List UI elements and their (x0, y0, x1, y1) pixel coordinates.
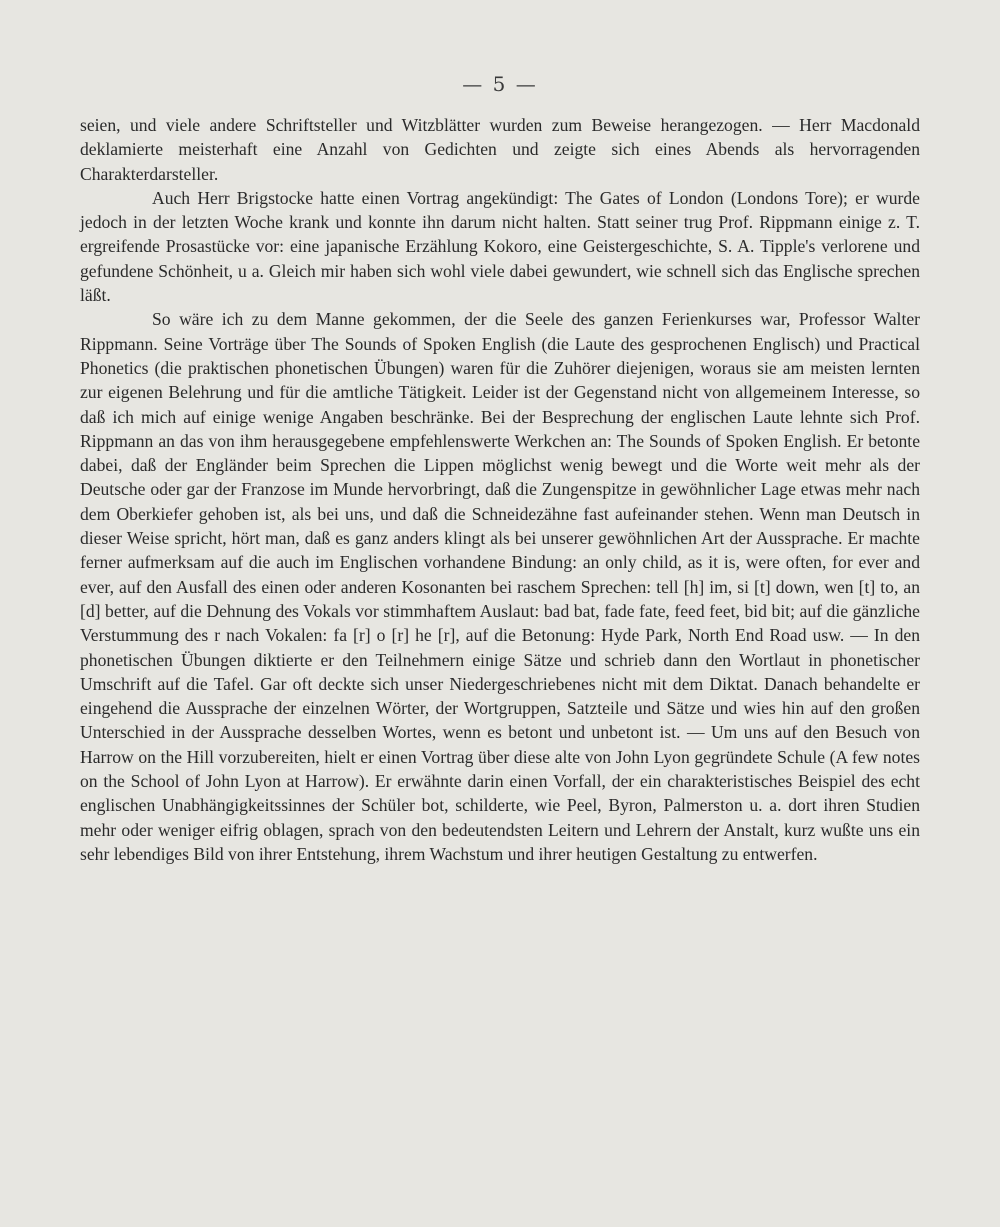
paragraph-2: Auch Herr Brigstocke hatte einen Vortrag angekündigt: The Gates of London (Londons Tore); er wurde jedoch in der letzten Woche krank und konnte ihn darum nicht halten. Statt seiner trug Prof. Rippmann einige z. T. ergreifende Prosastücke vor: eine japanische Erzählung Kokoro, eine Geistergeschichte, S. A. Tipple's verlorene und gefundene Schönheit, u a. Gleich mir haben sich wohl viele dabei gewundert, wie schnell sich das Englische sprechen läßt. (80, 187, 920, 306)
paragraph-3: So wäre ich zu dem Manne gekommen, der die Seele des ganzen Ferienkurses war, Professor Walter Rippmann. Seine Vorträge über The Sounds of Spoken English (die Laute des gesprochenen Englisch) und Practical Phonetics (die praktischen phonetischen Übungen) waren für die Zuhörer diejenigen, woraus sie am meisten lernten zur eigenen Belehrung und für die amtliche Tätigkeit. Leider ist der Gegenstand nicht von allgemeinem Interesse, so daß ich mich auf einige wenige Angaben beschränke. Bei der Besprechung der englischen Laute lehnte sich Prof. Rippmann an das von ihm herausgegebene empfehlenswerte Werkchen an: The Sounds of Spoken English. Er betonte dabei, daß der Engländer beim Sprechen die Lippen möglichst wenig bewegt und die Worte weit mehr als der Deutsche oder gar der Franzose im Munde hervorbringt, daß die Zungenspitze in gewöhnlicher Lage etwas mehr nach dem Oberkiefer gehoben ist, als bei uns, und daß die Schneidezähne fast aufeinander stehen. Wenn man Deutsch in dieser Weise spricht, hört man, daß es ganz anders klingt als bei unserer gewöhnlichen Art der Aussprache. Er machte ferner aufmerksam auf die auch im Englischen vorhandene Bindung: an only child, as it is, were often, for ever and ever, auf den Ausfall des einen oder anderen Kosonanten bei raschem Sprechen: tell [h] im, si [t] down, wen [t] to, an [d] better, auf die Dehnung des Vokals vor stimmhaftem Auslaut: bad bat, fade fate, feed feet, bid bit; auf die gänzliche Verstummung des r nach Vokalen: fa [r] o [r] he [r], auf die Betonung: Hyde Park, North End Road usw. — In den phonetischen Übungen diktierte er den Teilnehmern einige Sätze und schrieb dann den Wortlaut in phonetischer Umschrift auf die Tafel. Gar oft deckte sich unser Niedergeschriebenes nicht mit dem Diktat. Danach behandelte er eingehend die Aussprache der einzelnen Wörter, der Wortgruppen, Satzteile und Sätze und wies hin auf den großen Unterschied in der Aussprache desselben Wortes, wenn es betont und unbetont ist. — Um uns auf den Besuch von Harrow on the Hill vorzubereiten, hielt er einen Vortrag über diese alte von John Lyon gegründete Schule (A few notes on the School of John Lyon at Harrow). Er erwähnte darin einen Vorfall, der ein charakteristisches Beispiel des echt englischen Unabhängigkeitssinnes der Schüler bot, schilderte, wie Peel, Byron, Palmerston u. a. dort ihren Studien mehr oder weniger eifrig oblagen, sprach von den bedeutendsten Leitern und Lehrern der Anstalt, kurz wußte uns ein sehr lebendiges Bild von ihrer Entstehung, ihrem Wachstum und ihrer heutigen Gestaltung zu entwerfen. (80, 309, 920, 864)
page-number: — 5 — (462, 72, 538, 96)
body-text (80, 113, 920, 866)
paragraph-1: seien, und viele andere Schriftsteller und Witzblätter wurden zum Beweise herangezogen. — Herr Macdonald deklamierte meisterhaft eine Anzahl von Gedichten und zeigte sich eines Abends als hervorragenden Charakterdarsteller. (80, 115, 920, 184)
